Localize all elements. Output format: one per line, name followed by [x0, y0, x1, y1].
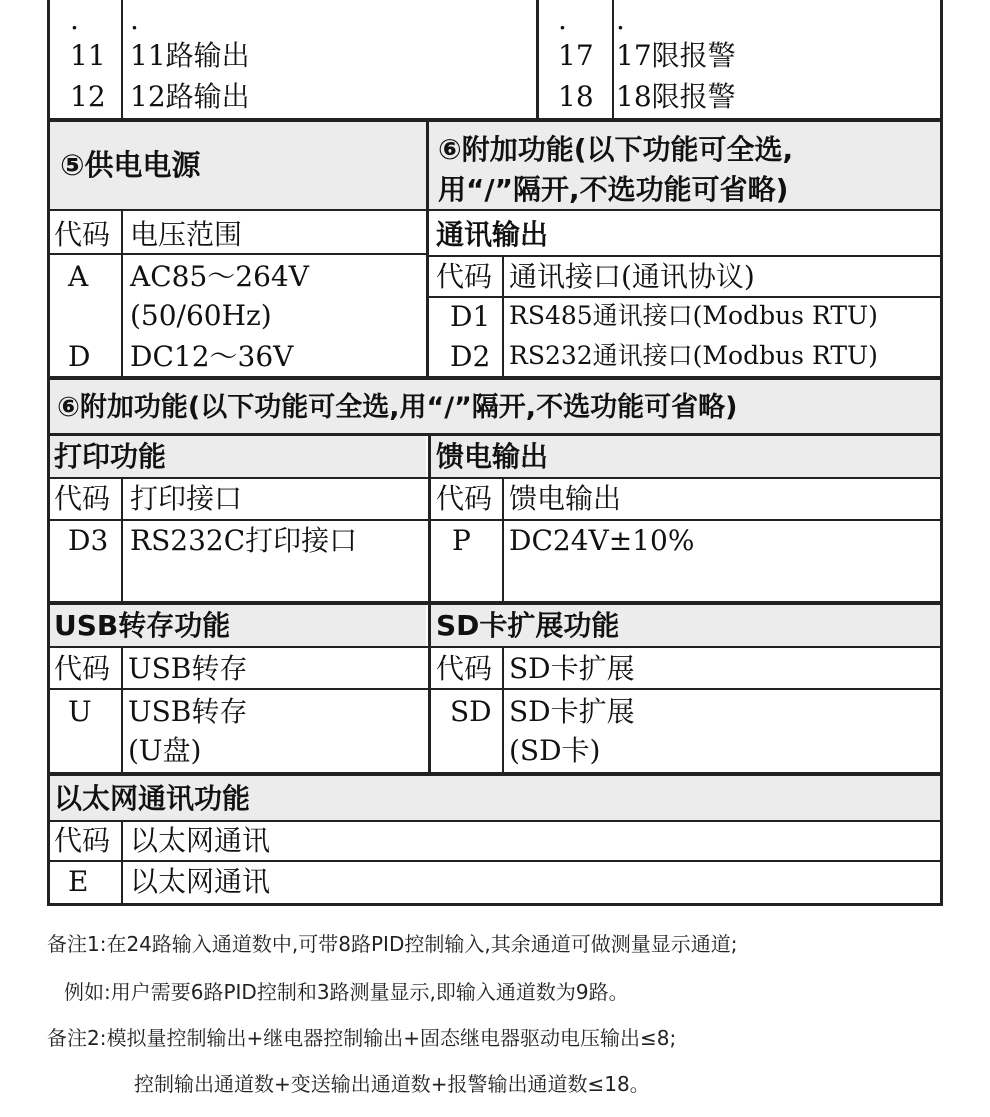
rule: [47, 646, 943, 648]
top-left-code: 11: [70, 39, 106, 72]
rule: [47, 433, 943, 436]
usb-header-code: 代码: [54, 652, 111, 685]
eth-code: E: [68, 865, 89, 898]
comm-header-code: 代码: [436, 260, 493, 293]
usb-header-desc: USB转存: [128, 652, 248, 685]
eth-header-desc: 以太网通讯: [130, 824, 271, 857]
extra-title-line2: 用“/”隔开,不选功能可省略): [438, 173, 789, 206]
eth-title: 以太网通讯功能: [54, 782, 251, 815]
power-desc: (50/60Hz): [130, 299, 272, 332]
comm-title: 通讯输出: [436, 218, 549, 251]
power-header-code: 代码: [54, 218, 111, 251]
power-title: ⑤供电电源: [60, 148, 201, 182]
comm-code: D2: [450, 340, 491, 373]
top-right-code: 18: [558, 80, 594, 113]
usb-code: U: [68, 695, 92, 728]
rule: [47, 688, 943, 690]
comm-desc: RS232通讯接口(Modbus RTU): [509, 341, 878, 370]
print-header-desc: 打印接口: [130, 482, 243, 515]
rule: [121, 646, 123, 772]
rule: [47, 118, 943, 122]
power-header-desc: 电压范围: [130, 218, 243, 251]
print-header-code: 代码: [54, 482, 111, 515]
comm-desc: RS485通讯接口(Modbus RTU): [509, 301, 878, 330]
rule: [47, 772, 943, 776]
top-left-desc: 12路输出: [130, 80, 250, 113]
feed-header-desc: 馈电输出: [509, 482, 622, 515]
power-desc: AC85～264V: [130, 260, 309, 293]
rule: [47, 253, 426, 255]
feed-title: 馈电输出: [436, 440, 549, 473]
note-2-cont: 控制输出通道数+变送输出通道数+报警输出通道数≤18。: [134, 1072, 650, 1096]
rule: [47, 820, 943, 822]
usb-desc: USB转存: [128, 695, 248, 728]
rule: [47, 601, 943, 605]
sd-title: SD卡扩展功能: [436, 609, 620, 642]
top-right-code: 17: [558, 39, 594, 72]
sd-desc: SD卡扩展: [509, 695, 635, 728]
sd-header-code: 代码: [436, 652, 493, 685]
feed-desc: DC24V±10%: [509, 524, 695, 557]
rule: [502, 255, 504, 376]
note-2: 备注2:模拟量控制输出+继电器控制输出+固态继电器驱动电压输出≤8;: [47, 1026, 677, 1050]
print-desc: RS232C打印接口: [130, 524, 358, 557]
rule: [502, 646, 504, 772]
top-left-desc: 11路输出: [130, 39, 250, 72]
rule: [612, 0, 614, 118]
sd-desc-2: (SD卡): [509, 734, 601, 767]
top-left-code: .: [70, 3, 79, 36]
usb-title: USB转存功能: [54, 609, 231, 642]
extra-title-line1: ⑥附加功能(以下功能可全选,: [438, 133, 794, 166]
note-1: 备注1:在24路输入通道数中,可带8路PID控制输入,其余通道可做测量显示通道;: [47, 932, 738, 956]
print-title: 打印功能: [54, 440, 167, 473]
feed-header-code: 代码: [436, 482, 493, 515]
usb-desc-2: (U盘): [128, 734, 202, 767]
top-left-code: 12: [70, 80, 106, 113]
power-code: A: [68, 260, 89, 293]
note-1-example: 例如:用户需要6路PID控制和3路测量显示,即输入通道数为9路。: [64, 980, 629, 1004]
rule: [121, 477, 123, 601]
power-desc: DC12～36V: [130, 340, 294, 373]
eth-header-code: 代码: [54, 824, 111, 857]
rule: [47, 477, 943, 479]
rule: [47, 209, 943, 211]
feed-code: P: [452, 524, 471, 557]
rule: [47, 376, 943, 380]
eth-desc: 以太网通讯: [130, 865, 271, 898]
rule: [536, 0, 539, 118]
rule: [502, 477, 504, 601]
extra-full-title: ⑥附加功能(以下功能可全选,用“/”隔开,不选功能可省略): [57, 392, 738, 423]
rule: [428, 436, 431, 772]
rule: [426, 118, 429, 376]
power-code: D: [68, 340, 91, 373]
rule: [47, 860, 943, 862]
rule: [47, 519, 943, 521]
top-right-desc: 18限报警: [616, 80, 736, 113]
sd-header-desc: SD卡扩展: [509, 652, 635, 685]
top-right-desc: 17限报警: [616, 39, 736, 72]
print-code: D3: [68, 524, 109, 557]
rule: [121, 209, 123, 376]
rule: [121, 820, 123, 906]
top-left-desc: .: [130, 3, 139, 36]
top-right-desc: .: [616, 3, 625, 36]
rule: [121, 0, 123, 118]
sd-code: SD: [450, 695, 492, 728]
top-right-code: .: [558, 3, 567, 36]
comm-code: D1: [450, 300, 491, 333]
comm-header-desc: 通讯接口(通讯协议): [509, 260, 755, 293]
